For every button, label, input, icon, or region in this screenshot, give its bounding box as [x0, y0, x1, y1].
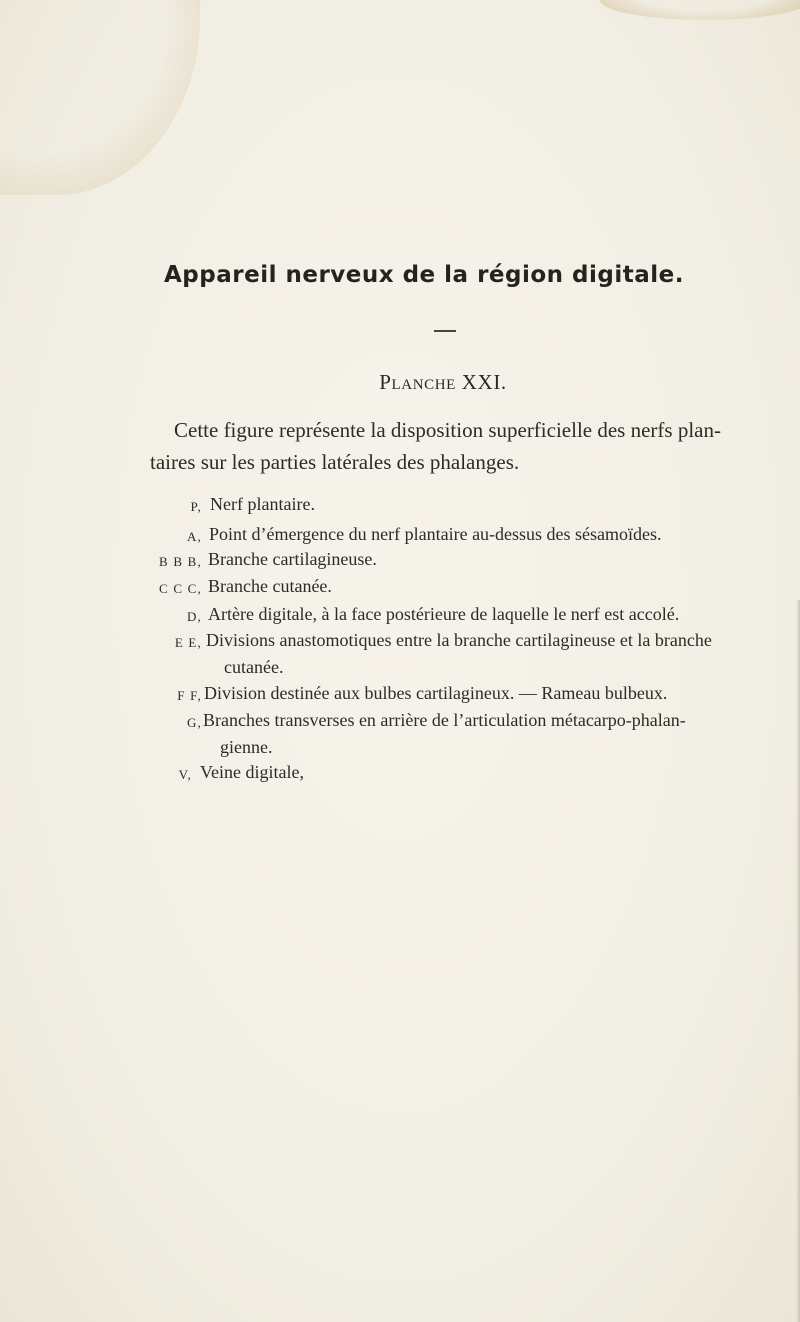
- water-stain: [600, 0, 800, 20]
- legend-key: B B B,: [159, 554, 202, 569]
- legend-text: Branche cutanée.: [208, 576, 332, 596]
- legend-key: V,: [178, 767, 192, 782]
- plate-heading: Planche XXI.: [379, 370, 507, 394]
- legend-key: A,: [186, 529, 202, 544]
- legend-text: Point d’émergence du nerf plantaire au-dessus des sésamoïdes.: [209, 524, 662, 544]
- legend-key: P,: [190, 499, 202, 514]
- legend-entry: [0, 604, 800, 631]
- legend-entry: [0, 549, 800, 576]
- intro-line: Cette figure représente la disposition superficielle des nerfs plan-: [174, 418, 721, 442]
- legend-entry: [0, 494, 800, 521]
- legend-text: Branches transverses en arrière de l’articulation métacarpo-phalan-: [203, 710, 686, 730]
- legend-text: Artère digitale, à la face postérieure de laquelle le nerf est accolé.: [208, 604, 680, 624]
- title-divider: [434, 330, 456, 332]
- legend-key: G,: [186, 715, 202, 730]
- legend-continuation: gienne.: [220, 737, 273, 757]
- legend-text: Division destinée aux bulbes cartilagineux. — Rameau bulbeux.: [204, 683, 668, 703]
- legend-entry: [0, 683, 800, 710]
- legend-entry: [0, 630, 800, 677]
- legend-text: Divisions anastomotiques entre la branche cartilagineuse et la branche: [206, 630, 712, 650]
- legend-key: F F,: [177, 688, 202, 703]
- legend-continuation: cutanée.: [224, 657, 284, 677]
- legend-key: C C C,: [159, 581, 202, 596]
- legend-text: Nerf plantaire.: [210, 494, 315, 514]
- legend-key: D,: [186, 609, 202, 624]
- intro-paragraph: [150, 414, 740, 478]
- water-stain: [0, 0, 200, 195]
- legend-text: Branche cartilagineuse.: [208, 549, 377, 569]
- legend-entry: [0, 524, 800, 551]
- intro-line: taires sur les parties latérales des phalanges.: [150, 450, 520, 474]
- legend-text: Veine digitale,: [200, 762, 304, 782]
- legend-entry: [0, 762, 800, 789]
- legend-entry: [0, 576, 800, 603]
- page-title: Appareil nerveux de la région digitale.: [164, 262, 684, 288]
- legend-entry: [0, 710, 800, 757]
- legend-key: E E,: [174, 635, 202, 650]
